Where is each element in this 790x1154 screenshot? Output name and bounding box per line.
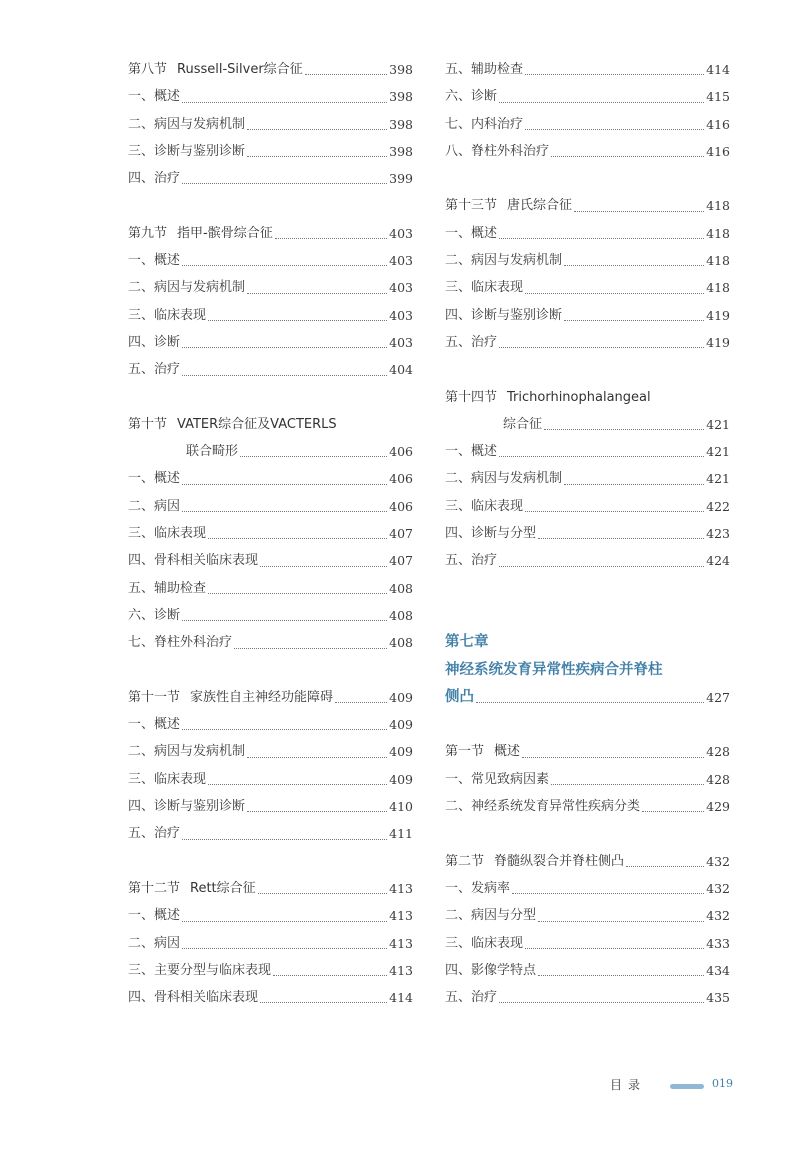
toc-item — [128, 329, 413, 356]
spacer — [445, 356, 730, 383]
dot-leader — [260, 566, 387, 567]
section-heading — [445, 384, 651, 411]
dot-leader — [247, 129, 387, 130]
dot-leader — [182, 921, 387, 922]
section-number: 第十二节 — [128, 880, 181, 896]
item-label: 四、骨科相关临床表现 — [128, 553, 259, 569]
dot-leader — [182, 347, 387, 348]
dot-leader — [551, 784, 704, 785]
dot-leader — [499, 347, 704, 348]
toc-item — [128, 247, 413, 274]
toc-section-entry — [128, 411, 413, 438]
section-title: 脊髓纵裂合并脊柱侧凸 — [494, 853, 625, 869]
item-label: 五、治疗 — [128, 362, 181, 378]
page-ref: 421 — [706, 416, 730, 432]
spacer — [445, 575, 730, 602]
dot-leader — [182, 265, 387, 266]
toc-item — [128, 602, 413, 629]
page-ref: 415 — [706, 89, 730, 105]
toc-item — [445, 329, 730, 356]
toc-section-entry — [445, 738, 730, 765]
toc-item — [445, 220, 730, 247]
toc-section-entry-continued — [128, 438, 413, 465]
item-label: 三、临床表现 — [128, 307, 207, 323]
page-ref: 413 — [389, 880, 413, 896]
page-ref: 398 — [389, 89, 413, 105]
dot-leader — [273, 975, 387, 976]
dot-leader — [525, 511, 704, 512]
item-label: 三、临床表现 — [128, 526, 207, 542]
section-number: 第十三节 — [445, 198, 498, 214]
page-ref: 403 — [389, 225, 413, 241]
item-label: 一、概述 — [445, 225, 498, 241]
item-label: 四、骨科相关临床表现 — [128, 990, 259, 1006]
page-ref: 418 — [706, 198, 730, 214]
dot-leader — [335, 702, 387, 703]
page-ref: 418 — [706, 253, 730, 269]
spacer — [445, 602, 730, 629]
toc-item — [128, 902, 413, 929]
dot-leader — [247, 757, 387, 758]
item-label: 五、辅助检查 — [445, 62, 524, 77]
dot-leader — [182, 948, 387, 949]
section-heading — [128, 56, 303, 83]
dot-leader — [544, 429, 704, 430]
toc-item — [445, 984, 730, 1011]
toc-item — [128, 793, 413, 820]
dot-leader — [247, 156, 387, 157]
toc-item — [128, 547, 413, 574]
dot-leader — [305, 74, 387, 75]
page-ref: 406 — [389, 471, 413, 487]
page-ref: 413 — [389, 908, 413, 924]
item-label: 二、病因与发病机制 — [445, 471, 563, 487]
section-heading — [128, 875, 256, 902]
item-label: 一、概述 — [445, 444, 498, 460]
toc-item — [445, 302, 730, 329]
page-ref: 418 — [706, 280, 730, 296]
item-label: 一、发病率 — [445, 880, 511, 896]
toc-item — [128, 302, 413, 329]
chapter-heading-end — [445, 684, 730, 711]
section-title: Rett综合征 — [190, 880, 256, 896]
page-ref: 409 — [389, 689, 413, 705]
page-ref: 404 — [389, 362, 413, 378]
dot-leader — [499, 238, 704, 239]
toc-item — [445, 547, 730, 574]
item-label: 一、常见致病因素 — [445, 771, 550, 787]
dot-leader — [476, 702, 704, 703]
toc-item — [445, 875, 730, 902]
toc-section-entry — [445, 848, 730, 875]
toc-item — [128, 957, 413, 984]
page-ref: 403 — [389, 334, 413, 350]
page-ref: 406 — [389, 444, 413, 460]
section-number: 第九节 — [128, 225, 168, 241]
page-ref: 413 — [389, 935, 413, 951]
chapter-heading: 神经系统发育异常性疾病合并脊柱 — [445, 661, 663, 678]
item-label: 四、治疗 — [128, 171, 181, 187]
page-ref: 403 — [389, 307, 413, 323]
chapter-heading: 第七章 — [445, 634, 489, 651]
toc-item — [445, 520, 730, 547]
item-label: 一、概述 — [128, 89, 181, 105]
section-heading — [128, 411, 337, 438]
dot-leader — [551, 156, 704, 157]
page-ref: 428 — [706, 771, 730, 787]
dot-leader — [182, 620, 387, 621]
toc-item — [128, 711, 413, 738]
toc-section-entry — [128, 875, 413, 902]
page-ref: 432 — [706, 853, 730, 869]
section-number: 第十四节 — [445, 389, 498, 405]
dot-leader — [525, 74, 704, 75]
page-ref: 432 — [706, 880, 730, 896]
item-label: 一、概述 — [128, 717, 181, 733]
section-number: 第十一节 — [128, 689, 181, 705]
page-number: 019 — [712, 1077, 733, 1090]
toc-item — [445, 957, 730, 984]
page-ref: 418 — [706, 225, 730, 241]
section-heading — [128, 684, 333, 711]
item-label: 三、临床表现 — [128, 771, 207, 787]
item-label: 三、临床表现 — [445, 498, 524, 514]
section-heading — [445, 192, 572, 219]
toc-item — [445, 274, 730, 301]
toc-item — [128, 575, 413, 602]
spacer — [128, 192, 413, 219]
item-label: 四、诊断与分型 — [445, 526, 537, 542]
dot-leader — [234, 648, 387, 649]
item-label: 五、治疗 — [445, 553, 498, 569]
page-ref: 416 — [706, 116, 730, 132]
dot-leader — [208, 320, 387, 321]
dot-leader — [182, 375, 387, 376]
spacer — [445, 711, 730, 738]
page-ref: 434 — [706, 962, 730, 978]
dot-leader — [499, 102, 704, 103]
toc-item — [128, 493, 413, 520]
toc-item — [128, 738, 413, 765]
toc-item — [445, 902, 730, 929]
page-ref: 398 — [389, 62, 413, 77]
toc-section-entry — [128, 684, 413, 711]
page-ref: 427 — [706, 689, 730, 705]
section-title-continued: 综合征 — [503, 416, 543, 432]
page-ref: 408 — [389, 635, 413, 651]
page-ref: 428 — [706, 744, 730, 760]
toc-item — [128, 465, 413, 492]
toc-item — [445, 111, 730, 138]
item-label: 五、辅助检查 — [128, 580, 207, 596]
item-label: 二、病因与发病机制 — [128, 280, 246, 296]
item-label: 八、脊柱外科治疗 — [445, 143, 550, 159]
section-number: 第八节 — [128, 62, 168, 77]
spacer — [445, 165, 730, 192]
page-ref: 410 — [389, 799, 413, 815]
dot-leader — [626, 866, 704, 867]
dot-leader — [499, 1002, 704, 1003]
toc-item — [445, 83, 730, 110]
page-ref: 421 — [706, 471, 730, 487]
item-label: 七、脊柱外科治疗 — [128, 635, 233, 651]
dot-leader — [182, 183, 387, 184]
item-label: 二、病因与发病机制 — [128, 116, 246, 132]
dot-leader — [247, 811, 387, 812]
item-label: 六、诊断 — [128, 607, 181, 623]
toc-item — [128, 274, 413, 301]
item-label: 六、诊断 — [445, 89, 498, 105]
spacer — [128, 848, 413, 875]
item-label: 三、诊断与鉴别诊断 — [128, 143, 246, 159]
page-ref: 414 — [706, 62, 730, 77]
page-ref: 403 — [389, 253, 413, 269]
section-title-continued: 联合畸形 — [186, 444, 239, 460]
dot-leader — [275, 238, 387, 239]
page-ref: 419 — [706, 334, 730, 350]
page-ref: 416 — [706, 143, 730, 159]
item-label: 三、主要分型与临床表现 — [128, 962, 272, 978]
toc-item — [128, 111, 413, 138]
toc-section-entry-continued — [445, 411, 730, 438]
section-number: 第十节 — [128, 416, 168, 432]
toc-item — [128, 356, 413, 383]
toc-right-column — [445, 56, 730, 1011]
page-ref: 409 — [389, 771, 413, 787]
item-label: 二、病因 — [128, 498, 181, 514]
page-footer — [600, 1076, 740, 1096]
item-label: 二、神经系统发育异常性疾病分类 — [445, 799, 641, 815]
section-title: 概述 — [494, 744, 521, 760]
page-ref: 398 — [389, 116, 413, 132]
toc-item — [128, 629, 413, 656]
page-ref: 399 — [389, 171, 413, 187]
page-ref: 413 — [389, 962, 413, 978]
toc-item — [445, 493, 730, 520]
item-label: 二、病因与分型 — [445, 908, 537, 924]
toc-item — [445, 793, 730, 820]
dot-leader — [522, 757, 704, 758]
item-label: 一、概述 — [128, 471, 181, 487]
page-ref: 407 — [389, 526, 413, 542]
toc-item — [128, 930, 413, 957]
dot-leader — [208, 538, 387, 539]
toc-item — [445, 247, 730, 274]
item-label: 四、诊断 — [128, 334, 181, 350]
dot-leader — [247, 293, 387, 294]
section-heading — [128, 220, 273, 247]
toc-item — [128, 520, 413, 547]
page-ref: 435 — [706, 990, 730, 1006]
page-ref: 398 — [389, 143, 413, 159]
section-title: 指甲-髌骨综合征 — [177, 225, 273, 241]
section-title: 家族性自主神经功能障碍 — [190, 689, 334, 705]
page-ref: 422 — [706, 498, 730, 514]
item-label: 五、治疗 — [445, 334, 498, 350]
section-title: 唐氏综合征 — [507, 198, 573, 214]
page-ref: 403 — [389, 280, 413, 296]
chapter-title-end: 侧凸 — [445, 688, 474, 705]
toc-item — [128, 83, 413, 110]
spacer — [128, 657, 413, 684]
toc-item — [445, 766, 730, 793]
page-ref: 411 — [389, 826, 413, 842]
spacer — [445, 820, 730, 847]
toc-item — [128, 165, 413, 192]
item-label: 二、病因与发病机制 — [128, 744, 246, 760]
item-label: 七、内科治疗 — [445, 116, 524, 132]
dot-leader — [538, 921, 704, 922]
page-ref: 433 — [706, 935, 730, 951]
section-title: VATER综合征及VACTERLS — [177, 416, 337, 432]
toc-item — [445, 438, 730, 465]
page-ref: 406 — [389, 498, 413, 514]
page-ref: 409 — [389, 717, 413, 733]
section-title: Russell-Silver综合征 — [177, 62, 303, 77]
item-label: 一、概述 — [128, 908, 181, 924]
item-label: 五、治疗 — [445, 990, 498, 1006]
footer-decoration-bar — [670, 1084, 704, 1089]
dot-leader — [182, 484, 387, 485]
spacer — [128, 384, 413, 411]
dot-leader — [564, 484, 704, 485]
toc-left-column — [128, 56, 413, 1011]
dot-leader — [525, 293, 704, 294]
dot-leader — [182, 839, 387, 840]
toc-item — [445, 465, 730, 492]
page-ref: 421 — [706, 444, 730, 460]
item-label: 二、病因 — [128, 935, 181, 951]
toc-item — [128, 820, 413, 847]
toc-item — [128, 984, 413, 1011]
dot-leader — [525, 948, 704, 949]
dot-leader — [512, 893, 704, 894]
dot-leader — [538, 975, 704, 976]
dot-leader — [182, 729, 387, 730]
toc-item — [128, 766, 413, 793]
item-label: 四、影像学特点 — [445, 962, 537, 978]
dot-leader — [182, 102, 387, 103]
page-ref: 409 — [389, 744, 413, 760]
dot-leader — [240, 456, 387, 457]
page-ref: 407 — [389, 553, 413, 569]
page-ref: 429 — [706, 799, 730, 815]
item-label: 二、病因与发病机制 — [445, 253, 563, 269]
page-ref: 419 — [706, 307, 730, 323]
toc-section-entry — [445, 384, 730, 411]
dot-leader — [538, 538, 704, 539]
dot-leader — [208, 784, 387, 785]
dot-leader — [260, 1002, 387, 1003]
dot-leader — [258, 893, 387, 894]
toc-item — [445, 138, 730, 165]
toc-section-entry — [128, 56, 413, 83]
dot-leader — [208, 593, 387, 594]
item-label: 三、临床表现 — [445, 280, 524, 296]
section-heading — [445, 848, 624, 875]
section-number: 第一节 — [445, 744, 485, 760]
dot-leader — [182, 511, 387, 512]
item-label: 四、诊断与鉴别诊断 — [128, 799, 246, 815]
section-heading — [445, 738, 520, 765]
item-label: 四、诊断与鉴别诊断 — [445, 307, 563, 323]
page-ref: 424 — [706, 553, 730, 569]
toc-section-entry — [128, 220, 413, 247]
page-ref: 408 — [389, 607, 413, 623]
toc-item — [128, 138, 413, 165]
dot-leader — [525, 129, 704, 130]
page-ref: 423 — [706, 526, 730, 542]
page-ref: 414 — [389, 990, 413, 1006]
page-ref: 408 — [389, 580, 413, 596]
dot-leader — [564, 320, 704, 321]
dot-leader — [642, 811, 704, 812]
dot-leader — [499, 456, 704, 457]
section-number: 第二节 — [445, 853, 485, 869]
dot-leader — [499, 566, 704, 567]
item-label: 一、概述 — [128, 253, 181, 269]
dot-leader — [574, 211, 704, 212]
toc-item — [445, 56, 730, 83]
section-title: Trichorhinophalangeal — [507, 389, 651, 405]
toc-item — [445, 930, 730, 957]
item-label: 三、临床表现 — [445, 935, 524, 951]
dot-leader — [564, 265, 704, 266]
page-ref: 432 — [706, 908, 730, 924]
item-label: 五、治疗 — [128, 826, 181, 842]
footer-title: 目录 — [610, 1078, 647, 1092]
toc-section-entry — [445, 192, 730, 219]
